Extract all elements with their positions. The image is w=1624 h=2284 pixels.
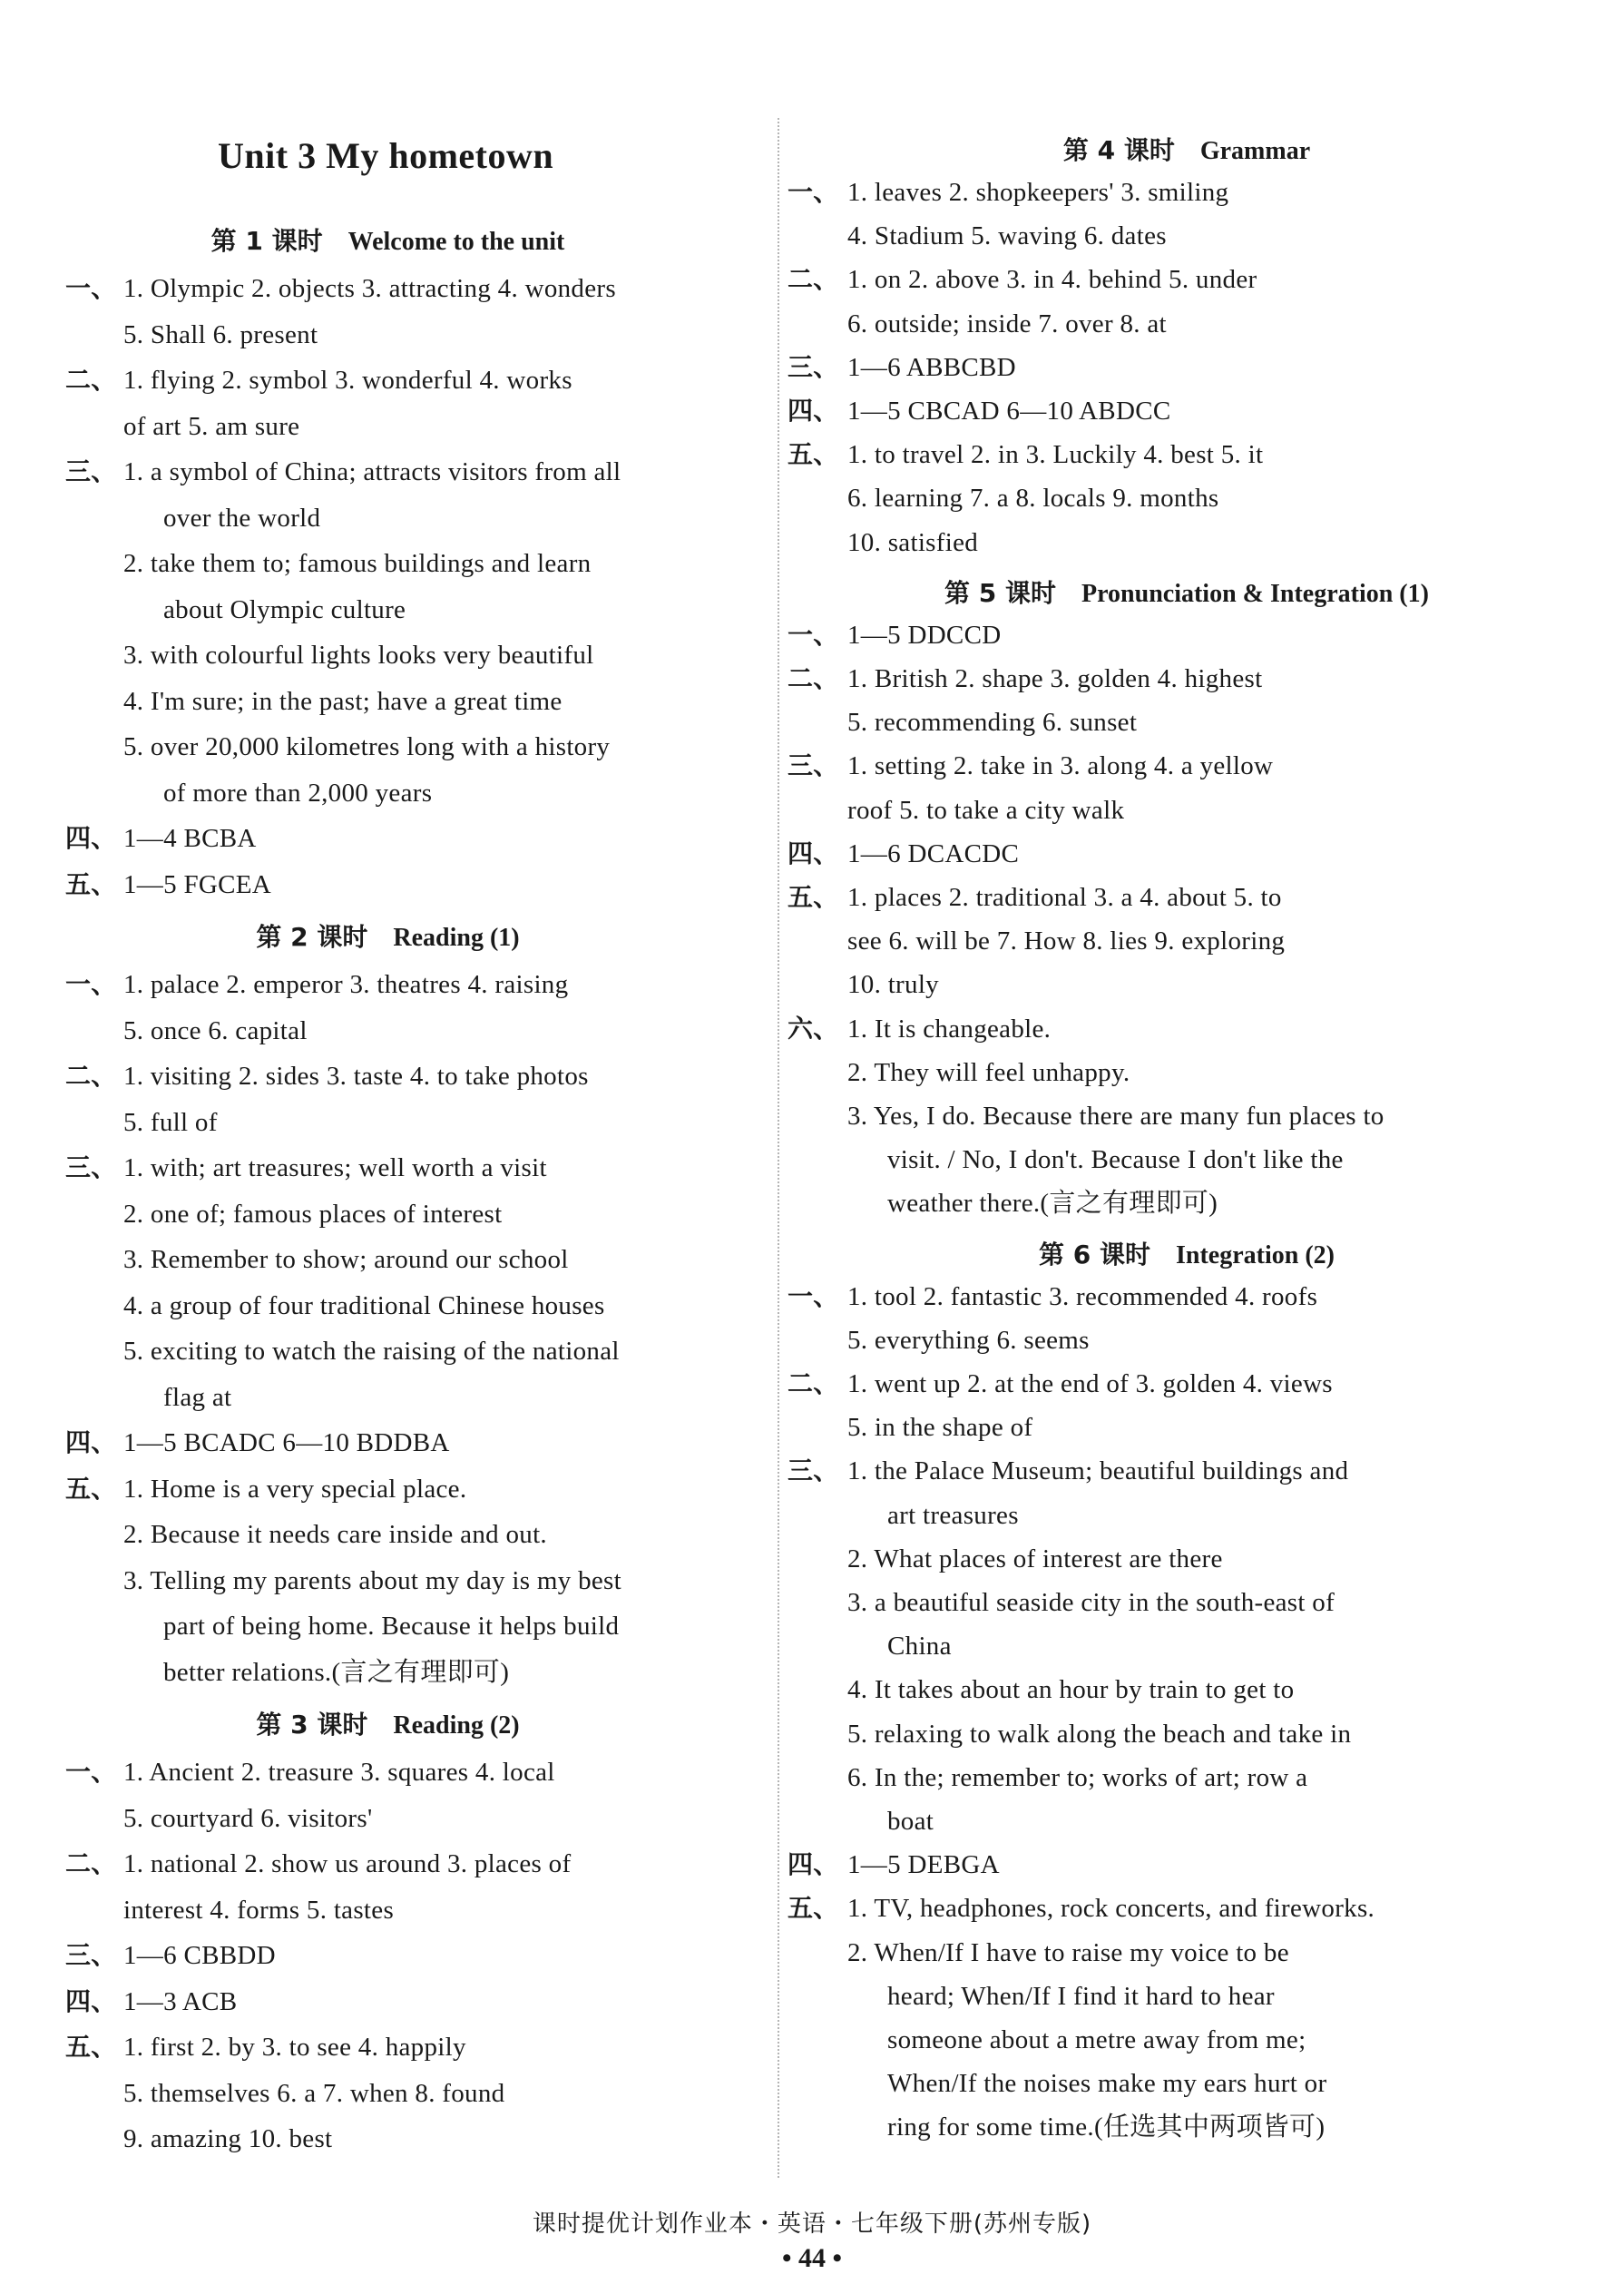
answer-line (0, 966, 776, 1003)
answer-text: boat (887, 1807, 934, 1836)
answer-text: 10. satisfied (847, 527, 979, 557)
answer-text: 1. places 2. traditional 3. a 4. about 5. to (847, 883, 1282, 912)
answer-line (788, 1978, 1586, 2014)
answer-text: 1. TV, headphones, rock concerts, and fireworks. (847, 1894, 1375, 1924)
answer-text: see 6. will be 7. How 8. lies 9. exploring (847, 926, 1286, 956)
answer-text: 1. palace 2. emperor 3. theatres 4. raising (123, 970, 569, 999)
answer-line (788, 1142, 1586, 1178)
answer-line (0, 408, 776, 445)
answer-line (788, 923, 1586, 959)
answer-text: 3. Telling my parents about my day is my best (123, 1565, 621, 1595)
answer-line (788, 1935, 1586, 1971)
answer-line (788, 704, 1586, 740)
answer-line (0, 1104, 776, 1141)
answer-line (788, 1011, 1586, 1047)
answer-text: 1—6 DCACDC (847, 838, 1020, 868)
lesson-heading (788, 131, 1586, 167)
lesson-number: 第 2 课时 (256, 922, 368, 952)
answer-text: ring for some time.(任选其中两项皆可) (887, 2112, 1326, 2142)
answer-text: about Olympic culture (163, 594, 406, 624)
answer-text: 6. outside; inside 7. over 8. at (847, 309, 1167, 338)
section-marker: 二、 (65, 1061, 117, 1091)
unit-title: Unit 3 My hometown (218, 135, 554, 176)
answer-text: 4. Stadium 5. waving 6. dates (847, 221, 1167, 251)
section-marker: 二、 (788, 663, 839, 693)
answer-line (0, 1333, 776, 1369)
answer-line (0, 1754, 776, 1790)
footer-book-title: 课时提优计划作业本・英语・七年级下册(苏州专版) (532, 2210, 1092, 2238)
answer-text: China (887, 1632, 952, 1662)
answer-line (788, 524, 1586, 561)
answer-line (0, 317, 776, 353)
answer-text: 1. on 2. above 3. in 4. behind 5. under (847, 265, 1257, 295)
answer-line (788, 1847, 1586, 1883)
answer-line (788, 480, 1586, 516)
section-marker: 二、 (788, 1368, 839, 1398)
answer-text: 1—4 BCBA (123, 824, 257, 853)
answer-text: 1. national 2. show us around 3. places of (123, 1849, 572, 1878)
section-marker: 五、 (65, 2032, 117, 2062)
answer-line (788, 1054, 1586, 1091)
answer-line (788, 2022, 1586, 2058)
section-marker: 一、 (65, 969, 117, 999)
section-marker: 五、 (788, 439, 839, 470)
answer-text: heard; When/If I find it hard to hear (887, 1981, 1275, 2011)
answer-text: 5. everything 6. seems (847, 1325, 1090, 1355)
column-divider (778, 118, 779, 2178)
answer-line (0, 1937, 776, 1974)
answer-text: 1. first 2. by 3. to see 4. happily (123, 2033, 466, 2062)
answer-text: someone about a metre away from me; (887, 2025, 1306, 2054)
answer-line (0, 867, 776, 903)
answer-text: 2. When/If I have to raise my voice to be (847, 1937, 1289, 1967)
answer-line (0, 454, 776, 490)
answer-text: 6. learning 7. a 8. locals 9. months (847, 484, 1219, 514)
answer-text: 5. once 6. capital (123, 1015, 308, 1045)
answer-text: 1. a symbol of China; attracts visitors from all (123, 457, 621, 486)
answer-line (788, 1366, 1586, 1402)
answer-text: 4. It takes about an hour by train to get to (847, 1675, 1295, 1705)
answer-text: 6. In the; remember to; works of art; row a (847, 1762, 1308, 1792)
lesson-heading (0, 221, 776, 258)
answer-line (0, 1654, 776, 1691)
answer-line (0, 1013, 776, 1049)
answer-line (788, 792, 1586, 828)
answer-line (788, 2109, 1586, 2145)
answer-text: 5. in the shape of (847, 1413, 1033, 1443)
answer-line (788, 836, 1586, 872)
answer-text: visit. / No, I don't. Because I don't like the (887, 1145, 1344, 1175)
answer-line (788, 1628, 1586, 1664)
answer-line (788, 661, 1586, 697)
answer-line (0, 1150, 776, 1186)
section-marker: 二、 (788, 264, 839, 295)
section-marker: 三、 (788, 1456, 839, 1486)
answer-text: 3. with colourful lights looks very beautiful (123, 641, 594, 670)
lesson-heading (0, 917, 776, 954)
lesson-number: 第 6 课时 (1039, 1239, 1150, 1269)
answer-text: 1—5 DDCCD (847, 620, 1002, 650)
answer-text: 1—6 ABBCBD (847, 352, 1016, 382)
lesson-heading (788, 1235, 1586, 1271)
answer-line (788, 1409, 1586, 1446)
answer-text: 1. It is changeable. (847, 1014, 1052, 1044)
answer-line (0, 1425, 776, 1461)
lesson-title: Welcome to the unit (347, 228, 565, 256)
answer-line (0, 1563, 776, 1599)
answer-line (788, 1716, 1586, 1752)
answer-text: 1—3 ACB (123, 1986, 238, 2016)
answer-line (788, 436, 1586, 473)
answer-text: 5. recommending 6. sunset (847, 708, 1138, 738)
answer-line (0, 500, 776, 536)
section-marker: 五、 (65, 868, 117, 899)
section-marker: 四、 (65, 1985, 117, 2016)
answer-text: 5. themselves 6. a 7. when 8. found (123, 2078, 505, 2108)
lesson-number: 第 4 课时 (1062, 135, 1175, 165)
answer-text: part of being home. Because it helps build (163, 1612, 620, 1641)
answer-line (788, 1497, 1586, 1534)
answer-line (0, 683, 776, 720)
lesson-title: Integration (2) (1176, 1240, 1335, 1269)
section-marker: 二、 (65, 1848, 117, 1878)
answer-line (0, 820, 776, 857)
answer-line (788, 1890, 1586, 1926)
answer-line (788, 617, 1586, 653)
answer-line (788, 1453, 1586, 1489)
answer-text: interest 4. forms 5. tastes (123, 1895, 395, 1925)
answer-text: 4. a group of four traditional Chinese houses (123, 1290, 605, 1320)
answer-text: 1. with; art treasures; well worth a visit (123, 1153, 547, 1182)
answer-text: 5. full of (123, 1107, 218, 1137)
answer-line (0, 1516, 776, 1553)
section-marker: 一、 (65, 273, 117, 303)
answer-text: 2. What places of interest are there (847, 1544, 1223, 1573)
answer-text: weather there.(言之有理即可) (887, 1189, 1218, 1219)
answer-line (788, 174, 1586, 211)
section-marker: 二、 (65, 365, 117, 395)
answer-line (0, 2075, 776, 2112)
answer-text: 1—6 CBBDD (123, 1941, 276, 1970)
answer-line (788, 2065, 1586, 2102)
section-marker: 一、 (788, 1280, 839, 1311)
answer-text: 5. over 20,000 kilometres long with a history (123, 732, 611, 761)
lesson-heading (788, 573, 1586, 610)
section-marker: 五、 (65, 1473, 117, 1504)
answer-line (0, 1241, 776, 1278)
lesson-number: 第 3 课时 (256, 1710, 368, 1740)
answer-line (0, 1800, 776, 1837)
answer-line (0, 270, 776, 307)
lesson-number: 第 5 课时 (944, 577, 1057, 608)
answer-line (0, 1846, 776, 1882)
answer-text: 2. take them to; famous buildings and learn (123, 549, 592, 578)
answer-text: 1. the Palace Museum; beautiful buildings and (847, 1456, 1349, 1486)
lesson-number: 第 1 课时 (210, 226, 323, 256)
answer-line (0, 637, 776, 673)
section-marker: 六、 (788, 1013, 839, 1044)
answer-text: 2. They will feel unhappy. (847, 1057, 1130, 1087)
answer-text: 5. relaxing to walk along the beach and take in (847, 1719, 1352, 1749)
answer-line (788, 1584, 1586, 1621)
answer-line (0, 1608, 776, 1644)
section-marker: 三、 (788, 750, 839, 781)
answer-text: of art 5. am sure (123, 411, 300, 441)
section-marker: 一、 (65, 1757, 117, 1787)
answer-line (0, 729, 776, 765)
answer-text: 3. Yes, I do. Because there are many fun places to (847, 1102, 1384, 1131)
lesson-title: Grammar (1199, 137, 1311, 165)
answer-text: 3. a beautiful seaside city in the south-east of (847, 1588, 1335, 1617)
answer-line (788, 393, 1586, 429)
lesson-title: Reading (2) (393, 1711, 520, 1740)
answer-text: flag at (163, 1382, 232, 1412)
answer-text: 5. exciting to watch the raising of the national (123, 1337, 620, 1366)
answer-line (788, 261, 1586, 298)
answer-line (788, 1541, 1586, 1577)
answer-line (788, 1185, 1586, 1221)
answer-text: 2. Because it needs care inside and out. (123, 1520, 547, 1549)
section-marker: 三、 (65, 456, 117, 486)
answer-text: art treasures (887, 1500, 1019, 1530)
answer-text: 1—5 BCADC 6—10 BDDBA (123, 1428, 450, 1457)
answer-text: 1. tool 2. fantastic 3. recommended 4. roofs (847, 1281, 1318, 1311)
answer-text: 1. British 2. shape 3. golden 4. highest (847, 664, 1263, 693)
answer-text: roof 5. to take a city walk (847, 795, 1125, 825)
section-marker: 五、 (788, 1893, 839, 1924)
answer-text: When/If the noises make my ears hurt or (887, 2069, 1327, 2099)
answer-line (0, 362, 776, 398)
answer-text: 9. amazing 10. best (123, 2124, 333, 2153)
answer-text: 2. one of; famous places of interest (123, 1199, 503, 1229)
answer-text: better relations.(言之有理即可) (163, 1657, 510, 1687)
section-marker: 四、 (65, 1427, 117, 1457)
answer-line (788, 879, 1586, 916)
answer-line (0, 1984, 776, 2020)
answer-line (0, 592, 776, 628)
lesson-title: Reading (1) (393, 924, 520, 952)
section-marker: 五、 (788, 882, 839, 912)
answer-line (788, 306, 1586, 342)
answer-text: 1. went up 2. at the end of 3. golden 4. views (847, 1369, 1333, 1398)
answer-line (0, 1288, 776, 1324)
answer-line (788, 1098, 1586, 1134)
section-marker: 三、 (788, 351, 839, 382)
answer-text: 1. leaves 2. shopkeepers' 3. smiling (847, 178, 1229, 207)
answer-line (788, 349, 1586, 386)
answer-text: 1. Home is a very special place. (123, 1474, 467, 1504)
section-marker: 四、 (65, 823, 117, 853)
answer-text: 1. flying 2. symbol 3. wonderful 4. works (123, 366, 572, 395)
answer-text: 4. I'm sure; in the past; have a great time (123, 686, 563, 716)
answer-line (788, 748, 1586, 784)
answer-line (788, 1803, 1586, 1839)
answer-line (788, 1671, 1586, 1708)
answer-line (0, 775, 776, 811)
answer-text: 1. Olympic 2. objects 3. attracting 4. wonders (123, 274, 616, 303)
section-marker: 三、 (65, 1152, 117, 1182)
section-marker: 一、 (788, 177, 839, 207)
answer-line (0, 1196, 776, 1232)
answer-text: 1. setting 2. take in 3. along 4. a yellow (847, 751, 1274, 781)
answer-text: 5. Shall 6. present (123, 319, 318, 349)
answer-text: 1. to travel 2. in 3. Luckily 4. best 5. it (847, 440, 1264, 470)
answer-text: 1—5 CBCAD 6—10 ABDCC (847, 397, 1171, 426)
answer-line (788, 1322, 1586, 1358)
answer-line (788, 218, 1586, 254)
answer-text: 1—5 DEBGA (847, 1850, 1000, 1880)
section-marker: 四、 (788, 1849, 839, 1880)
answer-text: 1—5 FGCEA (123, 869, 272, 899)
answer-line (0, 1892, 776, 1928)
answer-line (0, 2029, 776, 2065)
lesson-heading (0, 1705, 776, 1741)
answer-line (0, 545, 776, 582)
answer-text: 10. truly (847, 970, 939, 1000)
answer-line (788, 1279, 1586, 1315)
answer-text: 1. visiting 2. sides 3. taste 4. to take photos (123, 1062, 589, 1091)
section-marker: 一、 (788, 619, 839, 650)
page-number: • 44 • (781, 2243, 842, 2273)
answer-text: of more than 2,000 years (163, 778, 433, 808)
section-marker: 三、 (65, 1940, 117, 1970)
answer-line (0, 1058, 776, 1094)
answer-text: 5. courtyard 6. visitors' (123, 1803, 373, 1833)
answer-line (0, 2121, 776, 2157)
section-marker: 四、 (788, 838, 839, 868)
lesson-title: Pronunciation & Integration (1) (1081, 579, 1429, 608)
answer-line (788, 1760, 1586, 1796)
answer-line (788, 966, 1586, 1003)
answer-line (0, 1471, 776, 1507)
answer-line (0, 1379, 776, 1416)
answer-text: 1. Ancient 2. treasure 3. squares 4. local (123, 1758, 555, 1787)
section-marker: 四、 (788, 396, 839, 426)
answer-text: over the world (163, 503, 321, 533)
answer-text: 3. Remember to show; around our school (123, 1245, 569, 1274)
